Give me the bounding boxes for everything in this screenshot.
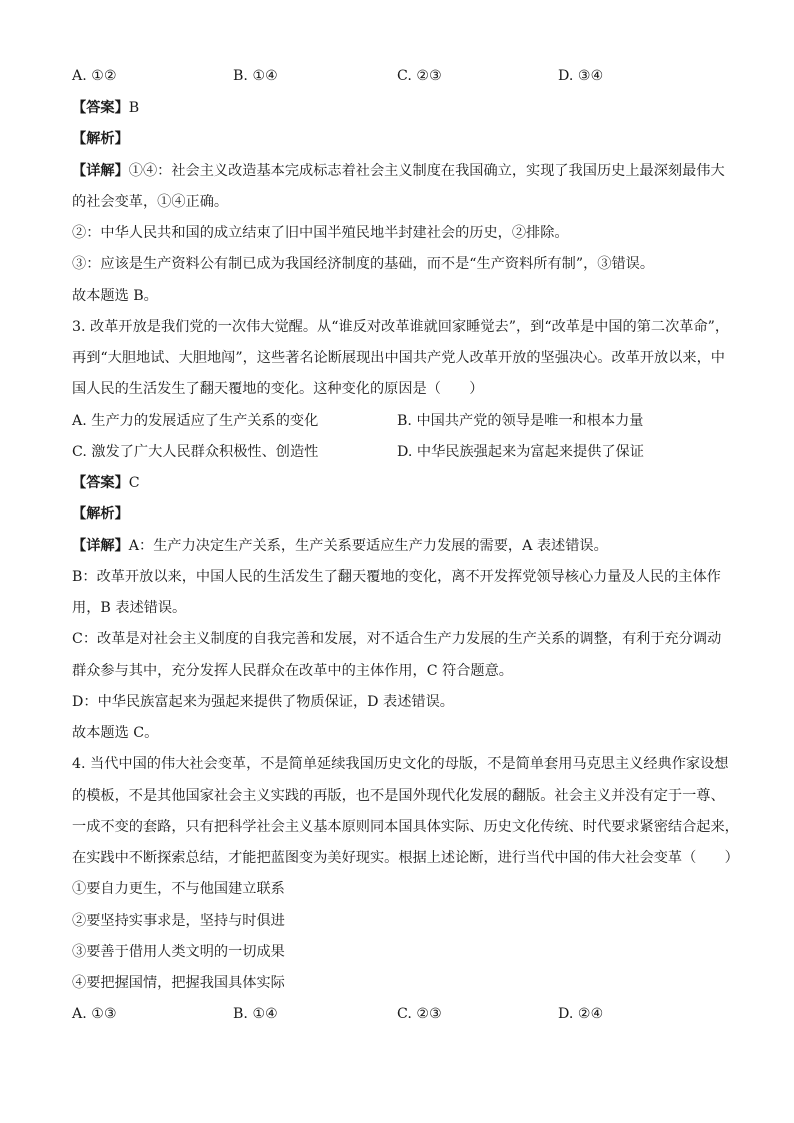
answer-value: B — [128, 100, 140, 116]
q3-option-d: D. 中华民族强起来为富起来提供了保证 — [397, 444, 644, 460]
q3-detail-line: D：中华民族富起来为强起来提供了物质保证，D 表述错误。 — [72, 694, 454, 710]
q4-option-a: A. ①③ — [72, 1006, 117, 1022]
q4-stem-line: 在实践中不断探索总结，才能把蓝图变为美好现实。根据上述论断，进行当代中国的伟大社会变革（ ） — [72, 850, 739, 866]
q4-item: ②要坚持实事求是，坚持与时俱进 — [72, 913, 285, 929]
q4-stem-line: 4. 当代中国的伟大社会变革，不是简单延续我国历史文化的母版，不是简单套用马克思主义经典作家设想 — [72, 756, 729, 772]
q3-detail-line — [72, 536, 732, 556]
q2-detail-line — [72, 161, 732, 181]
detail-tag: 【详解】 — [72, 538, 129, 554]
answer-value: C — [128, 475, 140, 491]
q3-detail-line: 群众参与其中，充分发挥人民群众在改革中的主体作用，C 符合题意。 — [72, 663, 513, 679]
q3-detail-line: 用，B 表述错误。 — [72, 600, 187, 616]
q3-detail-line: B：改革开放以来，中国人民的生活发生了翻天覆地的变化，离不开发挥党领导核心力量及人民的主体作 — [72, 569, 721, 585]
q4-stem-line: 一成不变的套路，只有把科学社会主义基本原则同本国具体实际、历史文化传统、时代要求紧密结合起来， — [72, 819, 739, 835]
q3-option-c: C. 激发了广大人民群众积极性、创造性 — [72, 444, 319, 460]
q2-analysis-tag: 【解析】 — [72, 131, 129, 147]
detail-text: ①④：社会主义改造基本完成标志着社会主义制度在我国确立，实现了我国历史上最深刻最伟大 — [128, 163, 725, 179]
q4-option-c: C. ②③ — [397, 1006, 442, 1022]
q4-item: ④要把握国情，把握我国具体实际 — [72, 975, 285, 991]
q4-stem-line: 的模板，不是其他国家社会主义实践的再版，也不是国外现代化发展的翻版。社会主义并没有定于一尊、 — [72, 788, 725, 804]
q3-answer-line — [72, 473, 732, 493]
q3-conclusion: 故本题选 C。 — [72, 725, 159, 741]
answer-tag: 【答案】 — [72, 475, 129, 491]
q2-option-d: D. ③④ — [558, 68, 604, 84]
q2-option-c: C. ②③ — [397, 68, 442, 84]
q3-detail-line: C：改革是对社会主义制度的自我完善和发展，对不适合生产力发展的生产关系的调整，有利于充分调动 — [72, 631, 722, 647]
q3-stem-line: 再到“大胆地试、大胆地闯”，这些著名论断展现出中国共产党人改革开放的坚强决心。改革开放以来，中 — [72, 350, 725, 366]
detail-tag: 【详解】 — [72, 163, 129, 179]
q3-option-b: B. 中国共产党的领导是唯一和根本力量 — [397, 413, 644, 429]
q3-stem-line: 国人民的生活发生了翻天覆地的变化。这种变化的原因是（ ） — [72, 381, 484, 397]
detail-text: A：生产力决定生产关系，生产关系要适应生产力发展的需要，A 表述错误。 — [128, 538, 608, 554]
q2-option-b: B. ①④ — [233, 68, 278, 84]
q2-conclusion: 故本题选 B。 — [72, 288, 158, 304]
q2-detail-line: ②：中华人民共和国的成立结束了旧中国半殖民地半封建社会的历史，②排除。 — [72, 225, 569, 241]
q2-option-a: A. ①② — [72, 68, 117, 84]
answer-tag: 【答案】 — [72, 100, 129, 116]
q4-option-b: B. ①④ — [233, 1006, 278, 1022]
q3-stem-line: 3. 改革开放是我们党的一次伟大觉醒。从“谁反对改革谁就回家睡觉去”，到“改革是中国的第二次革命”， — [72, 319, 730, 335]
q3-analysis-tag: 【解析】 — [72, 506, 129, 522]
q2-answer-line — [72, 98, 732, 118]
q2-detail-line: ③：应该是生产资料公有制已成为我国经济制度的基础，而不是“生产资料所有制”，③错误。 — [72, 256, 655, 272]
q4-item: ①要自力更生，不与他国建立联系 — [72, 881, 285, 897]
q3-option-a: A. 生产力的发展适应了生产关系的变化 — [72, 413, 319, 429]
q4-option-d: D. ②④ — [558, 1006, 604, 1022]
q4-item: ③要善于借用人类文明的一切成果 — [72, 944, 285, 960]
q2-detail-line: 的社会变革，①④正确。 — [72, 194, 229, 210]
